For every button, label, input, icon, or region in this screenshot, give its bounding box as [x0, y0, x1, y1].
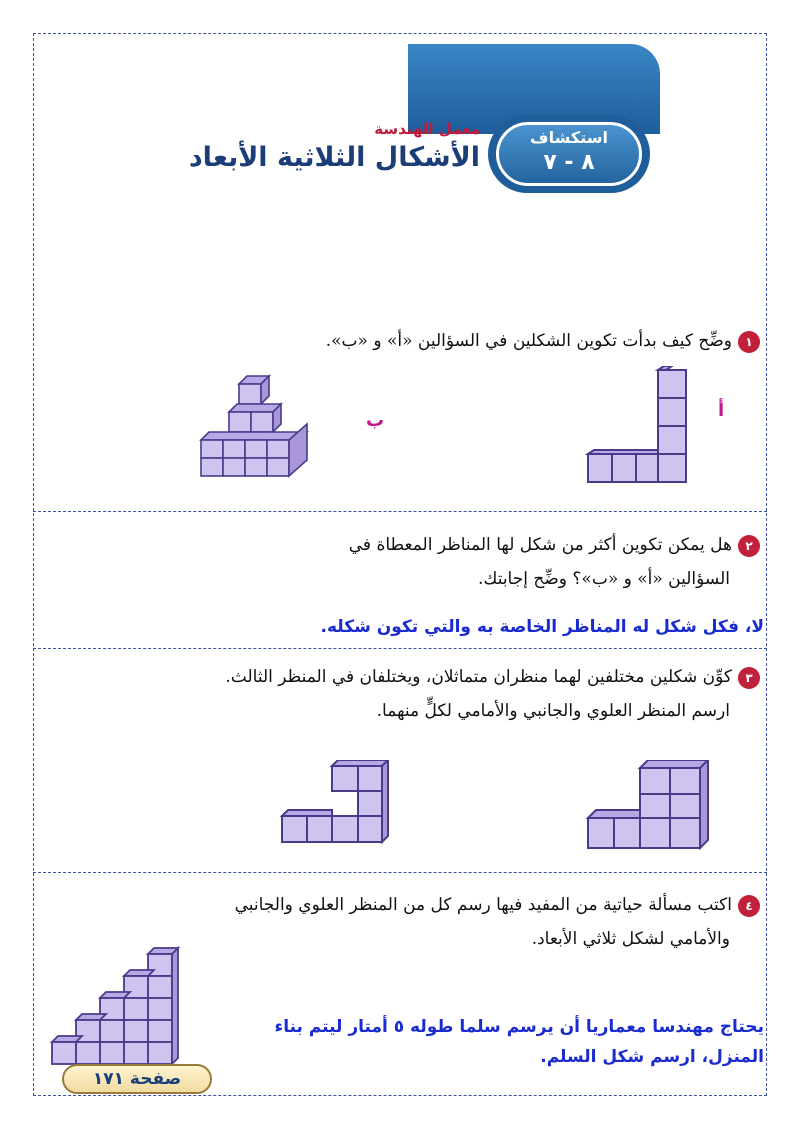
answer-q4 — [275, 1012, 764, 1072]
question-text: هل يمكن تكوين أكثر من شكل لها المناظر المعطاة في — [348, 535, 732, 555]
page-subtitle: معمل الهندسة — [374, 120, 480, 138]
page-number-badge: صفحة ١٧١ — [62, 1064, 212, 1094]
answer-q2: لا، فكل شكل له المناظر الخاصة به والتي تكون شكله. — [320, 617, 764, 637]
answer-q4-line-2: المنزل، ارسم شكل السلم. — [540, 1047, 764, 1067]
question-1 — [80, 324, 760, 358]
question-4 — [80, 888, 760, 956]
question-number-badge: ٢ — [738, 535, 760, 557]
figure-a-l-shape — [580, 366, 690, 486]
question-text: والأمامي لشكل ثلاثي الأبعاد. — [531, 929, 730, 949]
lesson-number: ٨ - ٧ — [543, 150, 595, 175]
question-number-badge: ٣ — [738, 667, 760, 689]
figure-staircase — [48, 944, 182, 1072]
divider-2 — [33, 648, 767, 649]
divider-3 — [33, 872, 767, 873]
exploration-label: استكشاف — [530, 128, 608, 147]
question-text: وضِّح كيف بدأت تكوين الشكلين في السؤالين «أ» و «ب». — [325, 331, 732, 351]
divider-1 — [33, 511, 767, 512]
label-a: أ — [718, 400, 725, 421]
question-text: كوِّن شكلين مختلفين لهما منظران متماثلان، ويختلفان في المنظر الثالث. — [225, 667, 732, 687]
question-number-badge: ١ — [738, 331, 760, 353]
question-text: السؤالين «أ» و «ب»؟ وضِّح إجابتك. — [477, 569, 730, 589]
page-title: الأشكال الثلاثية الأبعاد — [188, 142, 480, 173]
figure-b-pyramid — [195, 372, 315, 482]
question-number-badge: ٤ — [738, 895, 760, 917]
question-text: اكتب مسألة حياتية من المفيد فيها رسم كل من المنظر العلوي والجانبي — [234, 895, 732, 915]
label-b: ب — [366, 410, 385, 431]
answer-q4-line-1: يحتاج مهندسا معماريا أن يرسم سلما طوله ٥ أمتار ليتم بناء — [274, 1017, 764, 1037]
question-text: ارسم المنظر العلوي والجانبي والأمامي لكلٍّ منهما. — [376, 701, 730, 721]
figure-shape-1 — [278, 760, 390, 844]
figure-shape-2 — [584, 760, 710, 850]
question-3 — [80, 660, 760, 728]
question-2 — [80, 528, 760, 596]
